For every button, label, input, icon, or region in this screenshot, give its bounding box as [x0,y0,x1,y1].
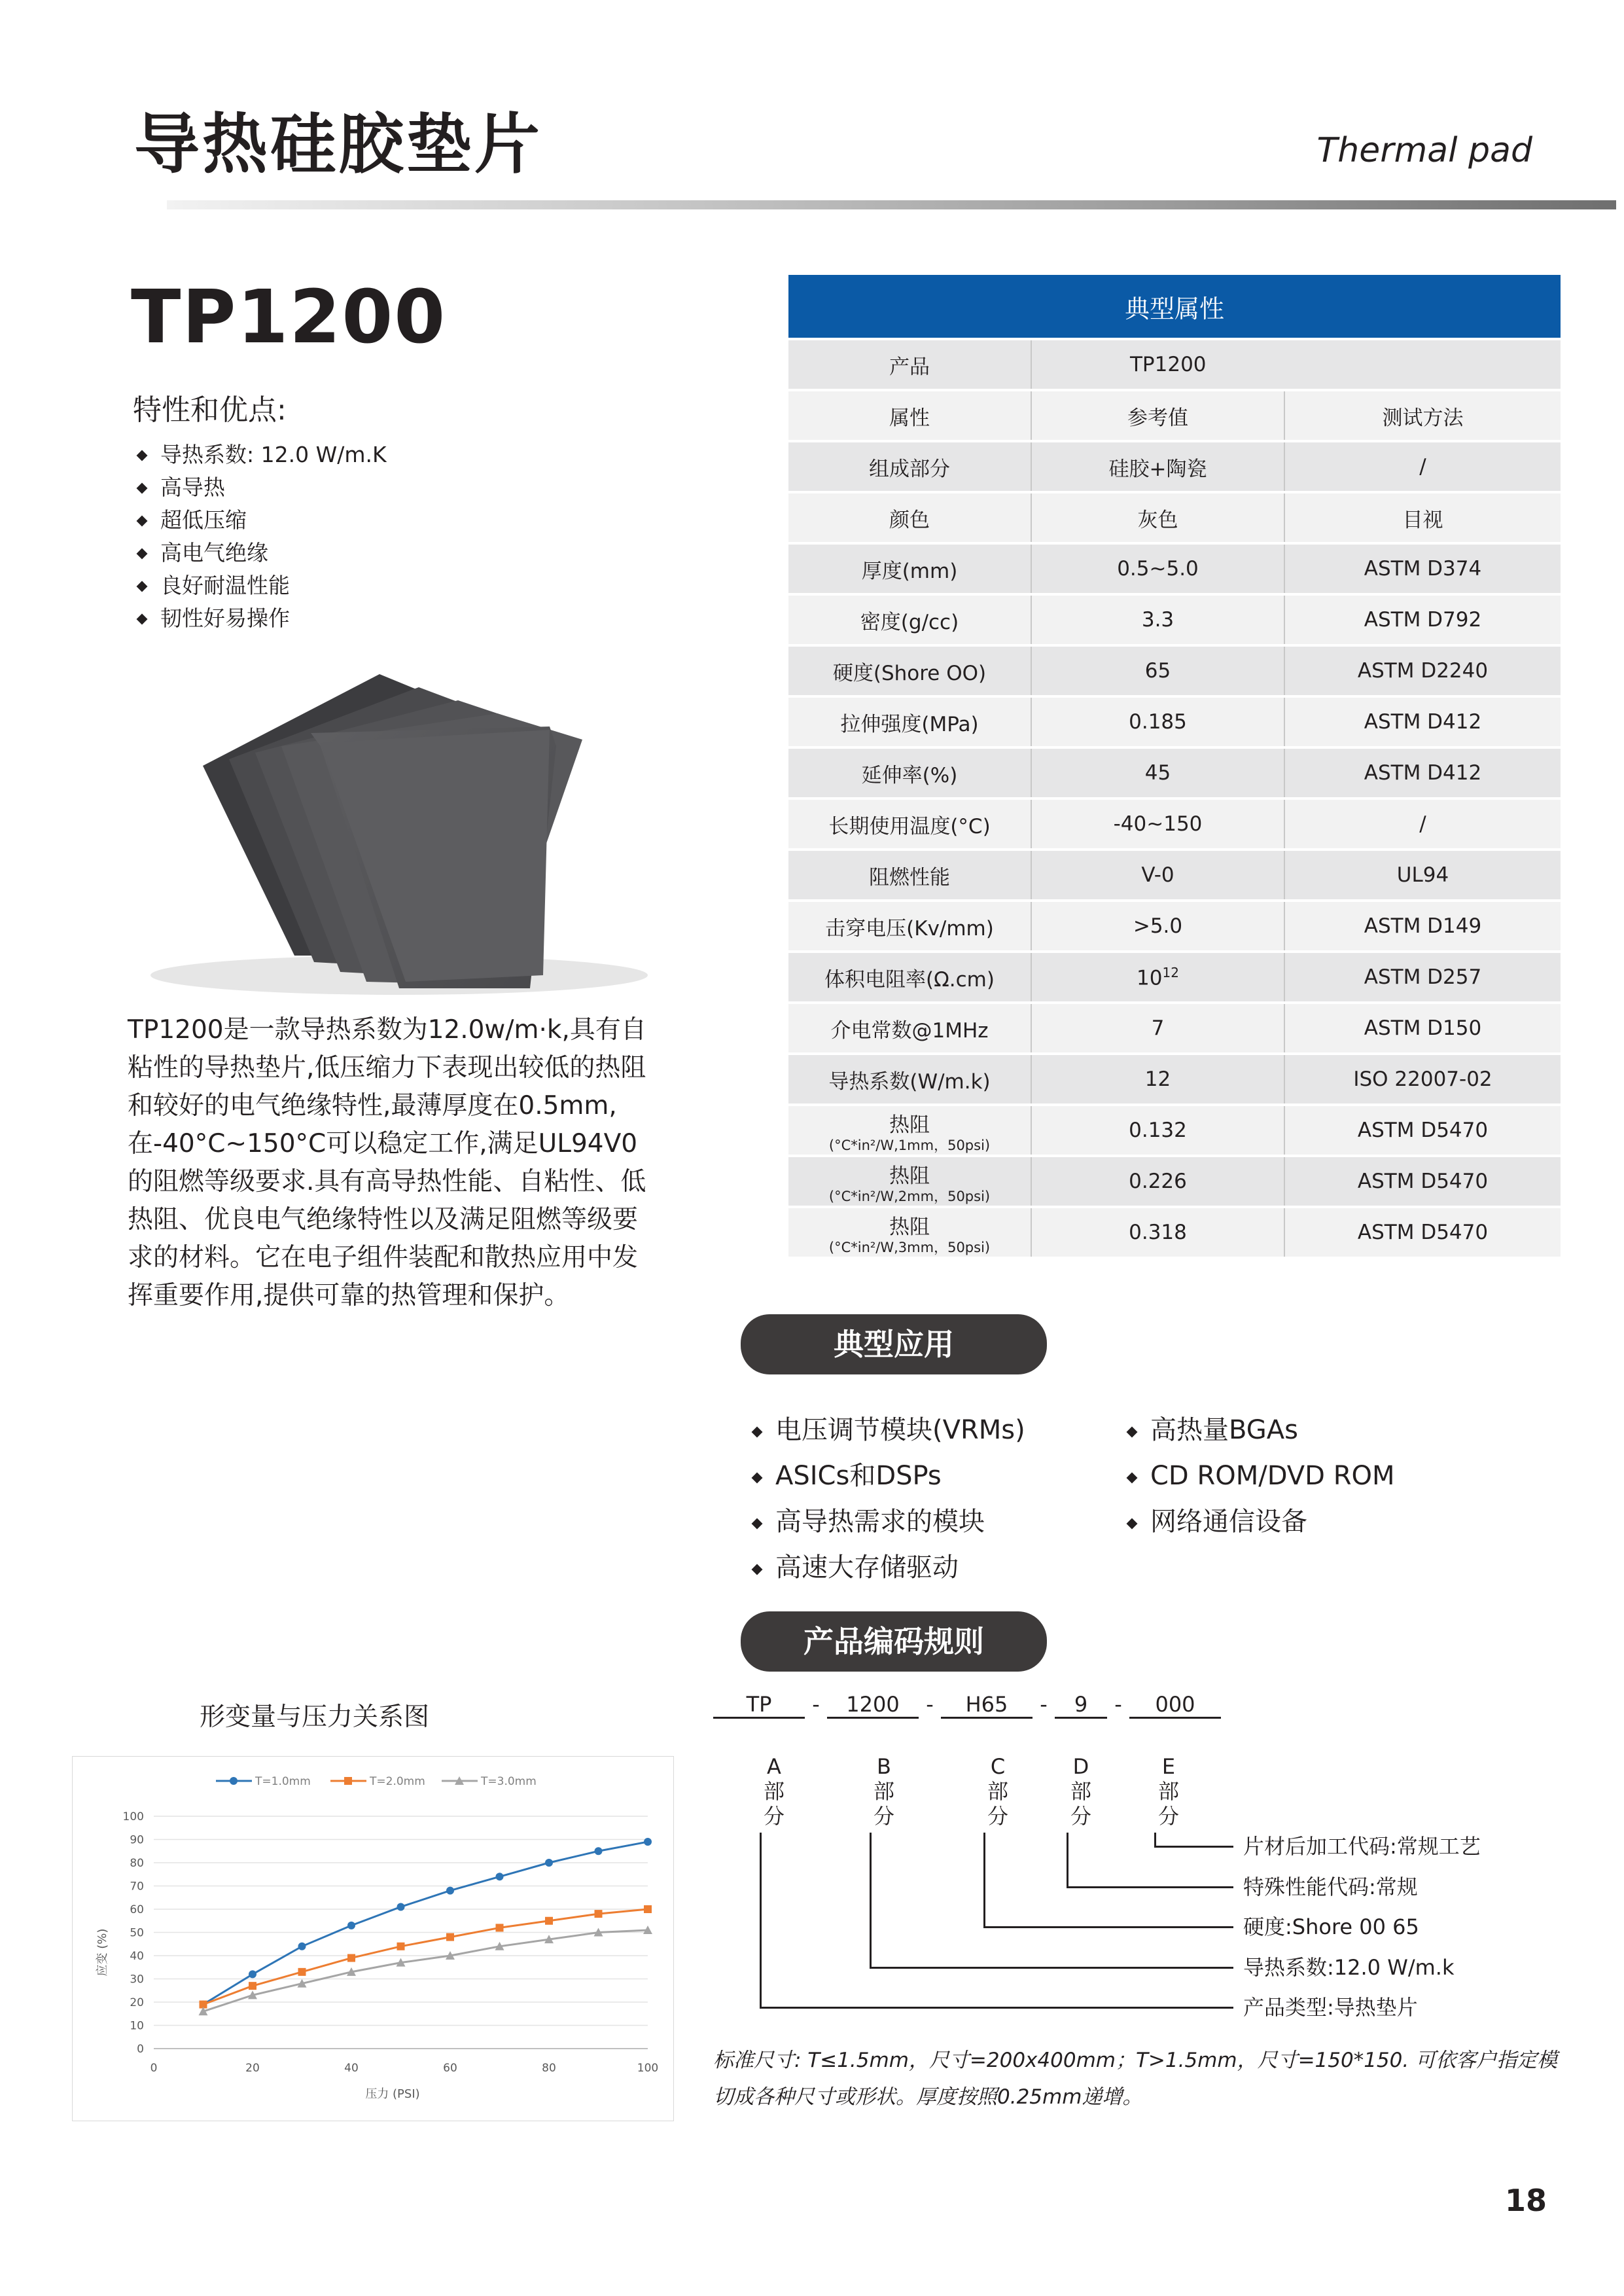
chart-point [496,1924,504,1931]
chart-xtick-label: 20 [245,2062,260,2075]
code-label-c: 硬度:Shore 00 65 [1243,1914,1419,1939]
table-row [788,1207,1561,1257]
cell-property: 密度(g/cc) [788,594,1031,645]
header-value: 参考值 [1031,390,1284,441]
code-separator: - [812,1692,820,1717]
header-method: 测试方法 [1284,390,1561,441]
table-row [788,952,1561,1003]
cell-value: 0.318 [1031,1207,1284,1257]
code-segment-e: 000 [1129,1692,1221,1719]
chart-legend-marker [230,1777,238,1785]
code-separator: - [1040,1692,1048,1717]
applications-title: 典型应用 [741,1314,1047,1374]
cell-property: 热阻 (°C*in²/W,2mm，50psi) [788,1156,1031,1207]
bullet-icon [752,1473,763,1484]
chart-point [249,1970,256,1978]
chart-point [595,1910,603,1918]
part-b-label: B部分 [873,1754,894,1829]
cell-value: 0.226 [1031,1156,1284,1207]
feature-item: 良好耐温性能 [134,569,387,602]
chart-ytick-label: 40 [130,1950,144,1963]
thermal-pads-image [124,648,661,1001]
code-segment-a: TP [713,1692,805,1719]
table-row [788,1003,1561,1054]
page-number: 18 [1505,2183,1547,2218]
table-row [788,696,1561,747]
bullet-icon [1127,1473,1138,1484]
cell-value: 65 [1031,645,1284,696]
cell-property: 阻燃性能 [788,850,1031,901]
cell-method: / [1284,441,1561,492]
chart-point [397,1903,405,1910]
chart-ytick-label: 30 [130,1973,144,1986]
chart-ytick-label: 10 [130,2019,144,2033]
chart-xtick-label: 100 [637,2062,659,2075]
applications-list-right [1124,1407,1394,1545]
chart-ytick-label: 90 [130,1833,144,1847]
bullet-icon [137,450,148,461]
chart-point [446,1933,454,1941]
cell-value: 3.3 [1031,594,1284,645]
chart-point [644,1838,652,1846]
product-model: TP1200 [131,275,447,360]
cell-method: ASTM D5470 [1284,1105,1561,1156]
code-separator: - [926,1692,934,1717]
coding-title: 产品编码规则 [741,1611,1047,1672]
cell-method: ASTM D257 [1284,952,1561,1003]
chart-legend-marker [344,1777,352,1785]
table-row [788,901,1561,952]
cell-method: ASTM D412 [1284,747,1561,798]
part-c-label: C部分 [987,1754,1008,1829]
cell-method: ASTM D149 [1284,901,1561,952]
cell-property: 体积电阻率(Ω.cm) [788,952,1031,1003]
part-a-label: A部分 [763,1754,785,1829]
code-label-e: 片材后加工代码:常规工艺 [1243,1834,1481,1859]
table-row [788,441,1561,492]
cell-property: 组成部分 [788,441,1031,492]
feature-item: 韧性好易操作 [134,602,387,635]
chart-title: 形变量与压力关系图 [200,1702,430,1732]
bullet-icon [137,516,148,527]
cell-property: 长期使用温度(°C) [788,798,1031,850]
table-row [788,850,1561,901]
cell-value: 0.185 [1031,696,1284,747]
cell-value: -40~150 [1031,798,1284,850]
chart-ytick-label: 50 [130,1926,144,1940]
feature-item: 高电气绝缘 [134,537,387,569]
feature-item: 高导热 [134,471,387,504]
bullet-icon [752,1427,763,1438]
bullet-icon [1127,1518,1138,1530]
cell-property: 颜色 [788,492,1031,543]
applications-list-left [749,1407,1025,1590]
cell-value: V-0 [1031,850,1284,901]
feature-item: 超低压缩 [134,504,387,537]
chart-point [545,1859,553,1867]
chart-point [644,1905,652,1913]
list-item: 网络通信设备 [1124,1499,1394,1545]
bullet-icon [137,581,148,592]
cell-property: 拉伸强度(MPa) [788,696,1031,747]
list-item: 高热量BGAs [1124,1407,1394,1453]
code-label-a: 产品类型:导热垫片 [1243,1995,1418,2020]
chart-ytick-label: 0 [137,2043,144,2056]
table-row [788,594,1561,645]
cell-property: 厚度(mm) [788,543,1031,594]
chart-ytick-label: 100 [122,1810,144,1823]
cell-value: $10^{12}$ [1031,952,1284,1003]
bullet-icon [137,483,148,494]
list-item: 高导热需求的模块 [749,1499,1025,1545]
cell-value: 45 [1031,747,1284,798]
chart-legend-label: T=2.0mm [370,1775,425,1788]
cell-method: ASTM D792 [1284,594,1561,645]
feature-item: 导热系数: 12.0 W/m.K [134,439,387,471]
cell-method: ASTM D5470 [1284,1207,1561,1257]
table-row [788,1054,1561,1105]
table-row [788,645,1561,696]
code-label-b: 导热系数:12.0 W/m.k [1243,1955,1455,1980]
size-note: 标准尺寸: T≤1.5mm，尺寸=200x400mm；T>1.5mm，尺寸=150*150. 可依客户指定模切成各种尺寸或形状。厚度按照0.25mm递增。 [713,2049,1558,2109]
features-list [134,439,387,635]
header-rule [167,200,1616,209]
chart-xtick-label: 40 [344,2062,359,2075]
chart-point [249,1982,256,1990]
cell-property: 热阻 (°C*in²/W,3mm，50psi) [788,1207,1031,1257]
cell-property: 硬度(Shore OO) [788,645,1031,696]
cell-property: 热阻 (°C*in²/W,1mm，50psi) [788,1105,1031,1156]
code-segment-b: 1200 [827,1692,919,1719]
chart-xtick-label: 80 [542,2062,556,2075]
chart-point [496,1873,504,1880]
chart-point [595,1847,603,1855]
table-row [788,1105,1561,1156]
bullet-icon [137,614,148,625]
chart-point [545,1917,553,1925]
cell-method: ASTM D374 [1284,543,1561,594]
cell-property: 导热系数(W/m.k) [788,1054,1031,1105]
page-title-en: Thermal pad [1316,131,1532,170]
cell-value: 0.132 [1031,1105,1284,1156]
chart-point [298,1968,306,1976]
table-title: 典型属性 [788,275,1561,339]
chart-point [446,1887,454,1895]
bullet-icon [137,548,148,560]
chart-legend-label: T=1.0mm [255,1775,311,1788]
chart-ytick-label: 70 [130,1880,144,1893]
table-row [788,1156,1561,1207]
chart-point [347,1922,355,1929]
cell-value: 12 [1031,1054,1284,1105]
product-description: TP1200是一款导热系数为12.0w/m·k,具有自粘性的导热垫片,低压缩力下表现出较低的热阻和较好的电气绝缘特性,最薄厚度在0.5mm,在-40°C~150°C可以稳定工作,满足UL94V0的阻燃等级要求.具有高导热性能、自粘性、低热阻、优良电气绝缘特性以及满足阻燃等级要求的材料。它在电子组件装配和散热应用中发挥重要作用,提供可靠的热管理和保护。 [128,1015,646,1310]
bullet-icon [1127,1427,1138,1438]
cell-method: 目视 [1284,492,1561,543]
page-title-cn: 导热硅胶垫片 [134,106,542,183]
list-item: 高速大存储驱动 [749,1545,1025,1590]
table-row [788,798,1561,850]
code-label-d: 特殊性能代码:常规 [1243,1874,1418,1899]
chart-legend-label: T=3.0mm [481,1775,537,1788]
table-row [788,747,1561,798]
table-row [788,339,1561,390]
cell-value: 0.5~5.0 [1031,543,1284,594]
cell-method: ASTM D150 [1284,1003,1561,1054]
cell-value: 7 [1031,1003,1284,1054]
strain-pressure-chart [72,1756,674,2121]
bullet-icon [752,1564,763,1575]
code-segment-d: 9 [1055,1692,1107,1719]
chart-xtick-label: 0 [150,2062,158,2075]
code-separator: - [1114,1692,1122,1717]
list-item: CD ROM/DVD ROM [1124,1453,1394,1499]
table-header-row [788,390,1561,441]
table-row [788,492,1561,543]
chart-point [397,1943,405,1950]
leader-line-a [760,1833,1233,2009]
cell-method: ASTM D5470 [1284,1156,1561,1207]
cell-property: 延伸率(%) [788,747,1031,798]
part-d-label: D部分 [1070,1754,1091,1829]
features-heading: 特性和优点: [133,393,287,427]
chart-ytick-label: 80 [130,1857,144,1870]
cell-value: >5.0 [1031,901,1284,952]
chart-xtick-label: 60 [443,2062,457,2075]
list-item: ASICs和DSPs [749,1453,1025,1499]
code-segment-c: H65 [941,1692,1033,1719]
part-e-label: E部分 [1157,1754,1179,1829]
properties-table [788,275,1561,1257]
chart-point [298,1943,306,1950]
chart-ytick-label: 60 [130,1903,144,1916]
list-item: 电压调节模块(VRMs) [749,1407,1025,1453]
chart-point [347,1954,355,1962]
header-property: 属性 [788,390,1031,441]
cell-method: ISO 22007-02 [1284,1054,1561,1105]
chart-ytick-label: 20 [130,1996,144,2009]
cell-property: 介电常数@1MHz [788,1003,1031,1054]
chart-ylabel: 应变 (%) [96,1928,109,1977]
cell-method: ASTM D412 [1284,696,1561,747]
product-value: TP1200 [1031,339,1561,390]
cell-method: / [1284,798,1561,850]
cell-method: UL94 [1284,850,1561,901]
cell-property: 击穿电压(Kv/mm) [788,901,1031,952]
cell-method: ASTM D2240 [1284,645,1561,696]
product-label: 产品 [788,339,1031,390]
cell-value: 灰色 [1031,492,1284,543]
chart-xlabel: 压力 (PSI) [365,2087,420,2101]
bullet-icon [752,1518,763,1530]
cell-value: 硅胶+陶瓷 [1031,441,1284,492]
table-row [788,543,1561,594]
